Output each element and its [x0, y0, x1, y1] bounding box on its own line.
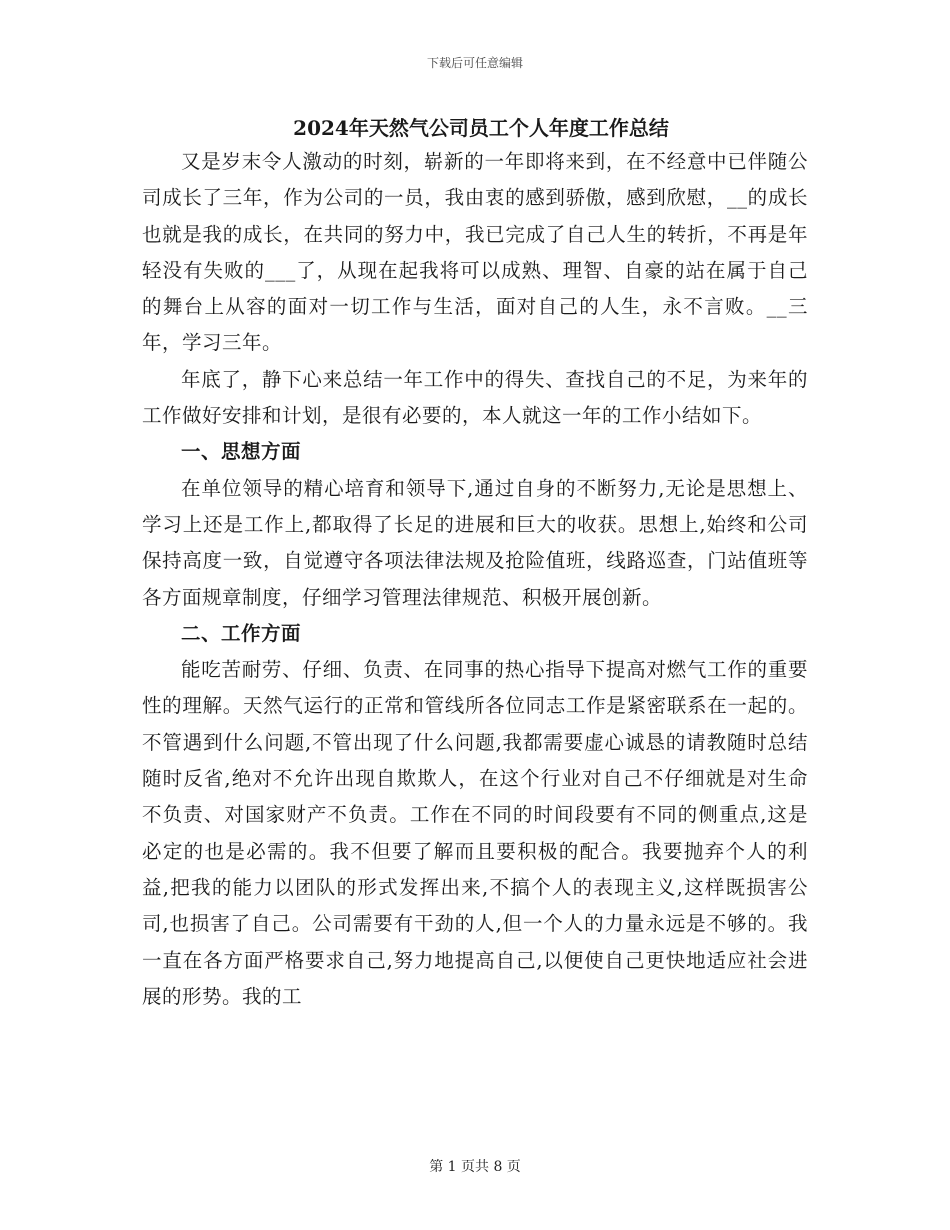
document-title: 2024年天然气公司员工个人年度工作总结	[293, 116, 669, 140]
page-footer-number: 第 1 页共 8 页	[429, 1159, 521, 1175]
page-header-note: 下载后可任意编辑	[426, 56, 523, 70]
paragraph-work: 能吃苦耐劳、仔细、负责、在同事的热心指导下提高对燃气工作的重要性的理解。天然气运行的正常和管线所各位同志工作是紧密联系在一起的。不管遇到什么问题,不管出现了什么问题,我都需要虚心诚恳的请教随时总结随时反省,绝对不允许出现自欺欺人，在这个行业对自己不仔细就是对生命不负责、对国家财产不负责。工作在不同的时间段要有不同的侧重点,这是必定的也是必需的。我不但要了解而且要积极的配合。我要抛弃个人的利益,把我的能力以团队的形式发挥出来,不搞个人的表现主义,这样既损害公司,也损害了自己。公司需要有干劲的人,但一个人的力量永远是不够的。我一直在各方面严格要求自己,努力地提高自己,以便使自己更快地适应社会进展的形势。我的工	[142, 658, 808, 1008]
section-heading-thought: 一、思想方面	[181, 440, 302, 464]
section-heading-work: 二、工作方面	[181, 621, 302, 645]
paragraph-thought: 在单位领导的精心培育和领导下,通过自身的不断努力,无论是思想上、学习上还是工作上,都取得了长足的进展和巨大的收获。思想上,始终和公司保持高度一致，自觉遵守各项法律法规及抢险值班，线路巡查，门站值班等各方面规章制度，仔细学习管理法律规范、积极开展创新。	[142, 476, 808, 609]
document-body	[142, 112, 808, 1015]
paragraph-intro: 又是岁末令人激动的时刻，崭新的一年即将来到，在不经意中已伴随公司成长了三年，作为公司的一员，我由衷的感到骄傲，感到欣慰，__的成长也就是我的成长，在共同的努力中，我已完成了自己人生的转折，不再是年轻没有失败的___了，从现在起我将可以成熟、理智、自豪的站在属于自己的舞台上从容的面对一切工作与生活，面对自己的人生，永不言败。__三年，学习三年。	[142, 150, 808, 355]
paragraph-summary-intro: 年底了，静下心来总结一年工作中的得失、查找自己的不足，为来年的工作做好安排和计划，是很有必要的，本人就这一年的工作小结如下。	[142, 367, 808, 428]
